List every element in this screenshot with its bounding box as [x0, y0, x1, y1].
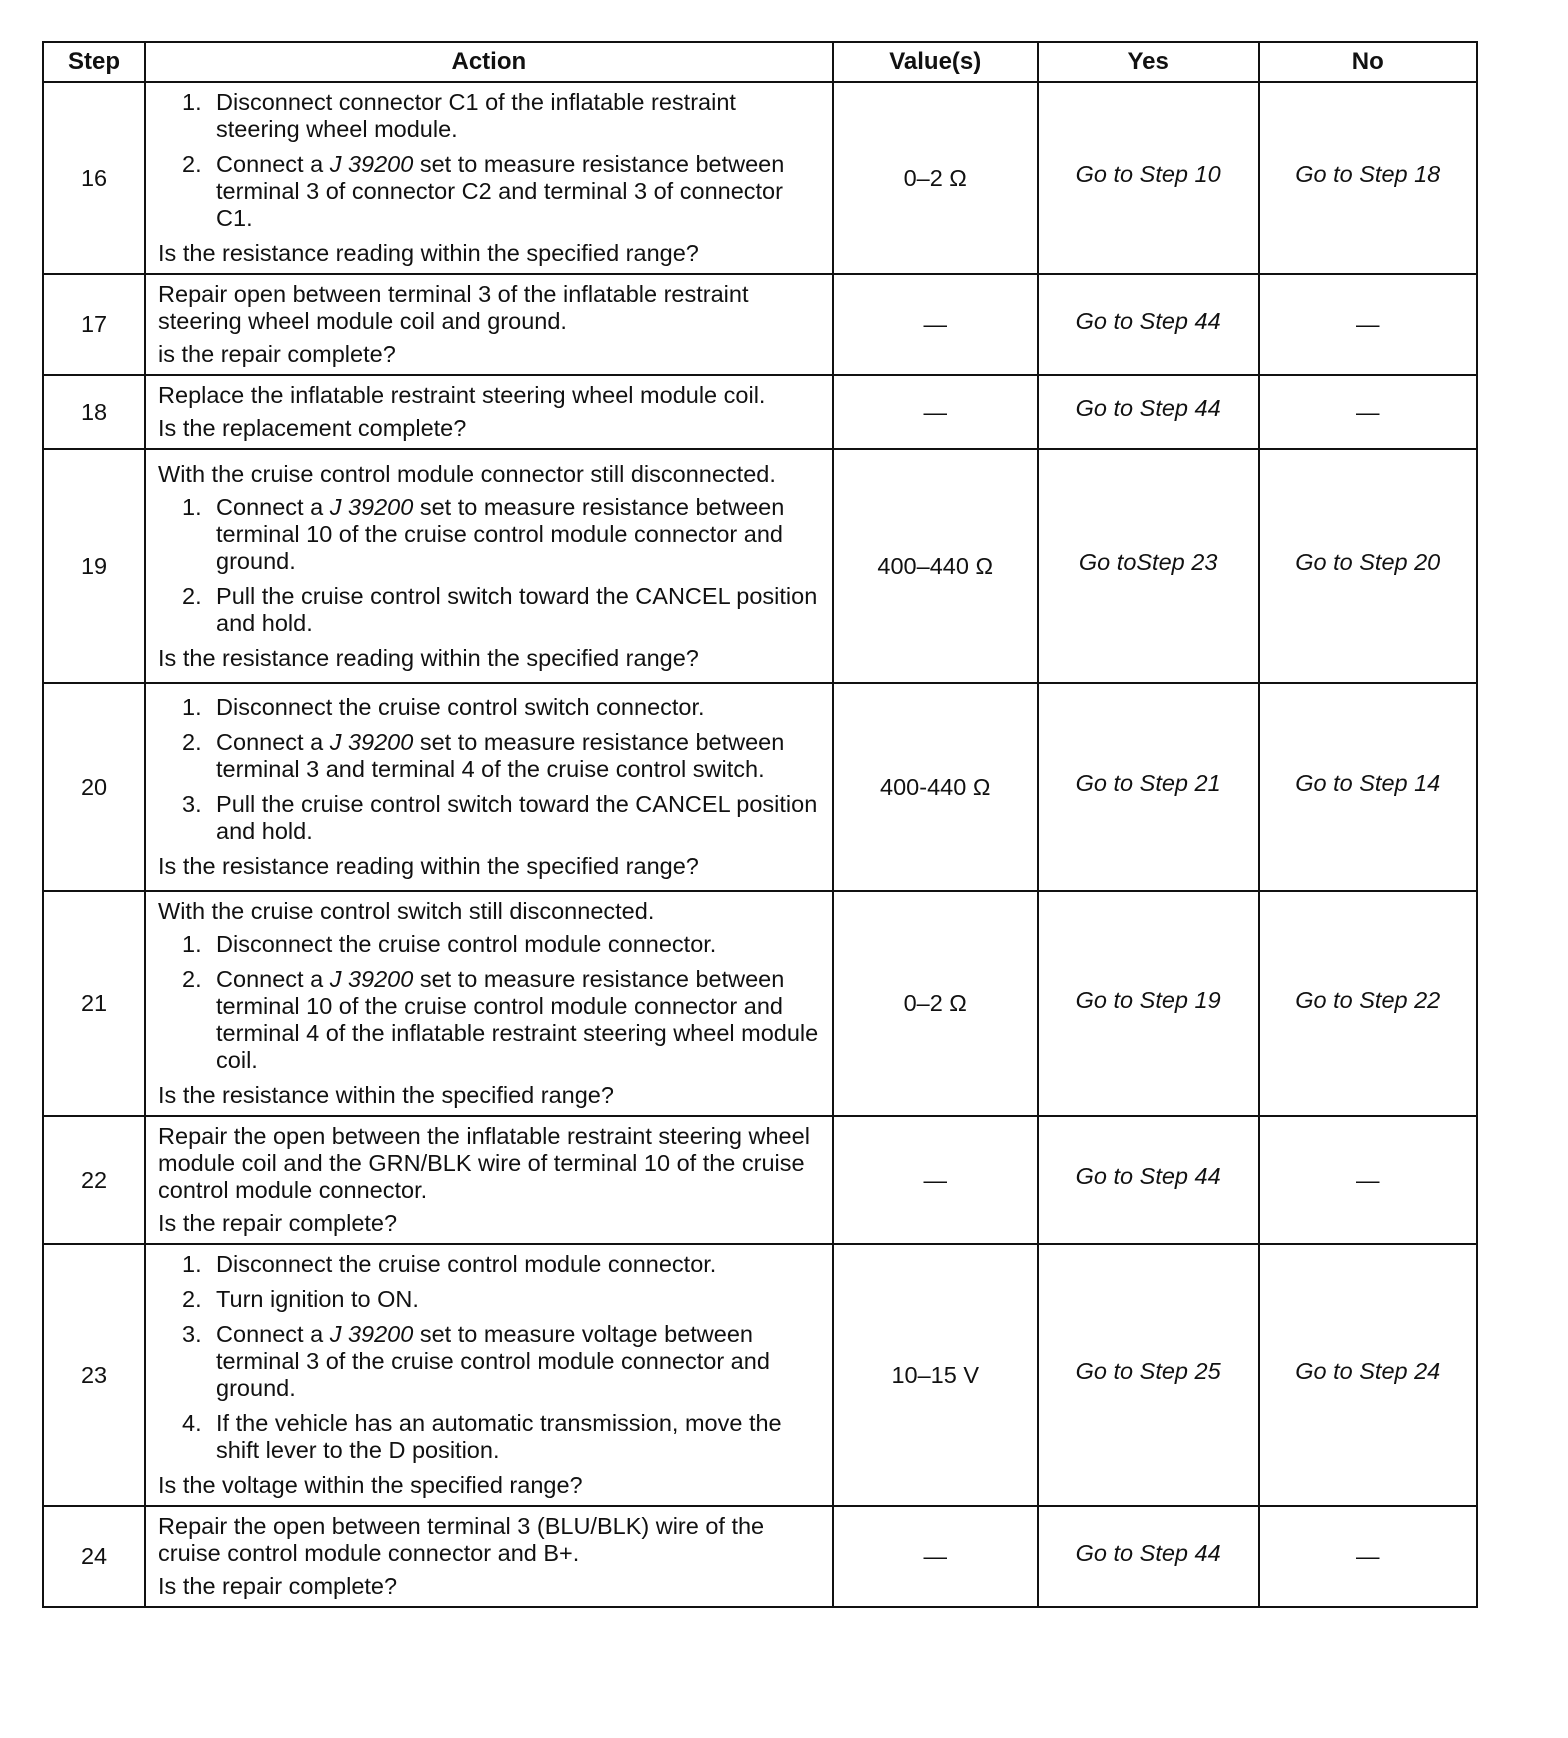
action-intro: Replace the inflatable restraint steering wheel module coil. [158, 382, 766, 408]
action-step [158, 583, 822, 637]
table-row [43, 1506, 1477, 1607]
action-step-text: Connect a [216, 493, 330, 520]
action-step [158, 1410, 822, 1464]
table-row [43, 891, 1477, 1116]
no-cell: — [1259, 375, 1478, 449]
action-step-text: If the vehicle has an automatic transmission, move the shift lever to the D position. [216, 1410, 782, 1463]
action-step-text: Disconnect the cruise control module connector. [216, 1251, 717, 1277]
action-intro: With the cruise control switch still disconnected. [158, 898, 655, 924]
value-cell: — [833, 375, 1038, 449]
step-number: 20 [43, 683, 145, 891]
action-step-number: 1. [182, 1251, 202, 1277]
no-cell: Go to Step 22 [1259, 891, 1478, 1116]
action-intro: Repair the open between the inflatable restraint steering wheel module coil and the GRN/BLK wire of terminal 10 of the cruise control module connector. [158, 1123, 810, 1203]
action-step-text-cont: set to measure resistance between terminal 3 and terminal 4 of the cruise control switch. [216, 729, 785, 782]
header-row [43, 42, 1477, 82]
action-step-text: Disconnect the cruise control switch connector. [216, 694, 705, 720]
action-steps [158, 89, 822, 232]
action-step-number: 1. [182, 694, 202, 720]
action-step-number: 3. [182, 1321, 202, 1347]
no-cell: Go to Step 14 [1259, 683, 1478, 891]
action-intro: Repair open between terminal 3 of the inflatable restraint steering wheel module coil and ground. [158, 281, 749, 334]
action-cell [145, 683, 833, 891]
action-cell [145, 1244, 833, 1506]
action-step-text-cont: set to measure resistance between terminal 3 of connector C2 and terminal 3 of connector C1. [216, 151, 785, 231]
value-cell: 400-440 Ω [833, 683, 1038, 891]
value-cell: — [833, 1506, 1038, 1607]
action-step-text: Disconnect the cruise control module connector. [216, 931, 717, 957]
action-question: Is the repair complete? [158, 1210, 398, 1236]
action-step-text: Connect a [216, 151, 330, 177]
action-step-text: Connect a [216, 1321, 330, 1347]
action-cell [145, 449, 833, 683]
action-question: Is the voltage within the specified range? [158, 1472, 583, 1498]
action-question: Is the replacement complete? [158, 415, 467, 441]
diagnostic-table [42, 41, 1478, 1608]
action-step-number: 1. [182, 493, 202, 520]
yes-cell: Go to Step 44 [1038, 274, 1259, 375]
action-intro: With the cruise control module connector still disconnected. [158, 460, 776, 487]
step-number: 24 [43, 1506, 145, 1607]
action-step [158, 966, 822, 1074]
action-step [158, 729, 822, 783]
values-header: Value(s) [833, 42, 1038, 82]
action-step-text: Pull the cruise control switch toward the CANCEL position and hold. [216, 582, 818, 636]
tool-name: J 39200 [329, 1321, 414, 1347]
yes-header: Yes [1038, 42, 1259, 82]
step-number: 21 [43, 891, 145, 1116]
no-cell: — [1259, 274, 1478, 375]
value-cell: 400–440 Ω [833, 449, 1038, 683]
action-step-text: Pull the cruise control switch toward the CANCEL position and hold. [216, 791, 818, 844]
no-header: No [1259, 42, 1478, 82]
no-cell: Go to Step 24 [1259, 1244, 1478, 1506]
no-cell: Go to Step 18 [1259, 82, 1478, 274]
step-number: 16 [43, 82, 145, 274]
tool-name: J 39200 [329, 151, 414, 177]
step-number: 17 [43, 274, 145, 375]
action-step-number: 2. [182, 966, 202, 992]
action-step [158, 1321, 822, 1402]
action-question: Is the resistance within the specified range? [158, 1082, 614, 1108]
action-steps [158, 694, 822, 845]
table-row [43, 1116, 1477, 1244]
action-step-number: 1. [182, 89, 202, 115]
action-step-text: Connect a [216, 729, 330, 755]
action-step [158, 1286, 822, 1313]
action-cell [145, 1506, 833, 1607]
action-question: Is the resistance reading within the specified range? [158, 644, 699, 671]
table-row [43, 82, 1477, 274]
no-cell: Go to Step 20 [1259, 449, 1478, 683]
tool-name: J 39200 [329, 493, 414, 520]
table-row [43, 449, 1477, 683]
action-cell [145, 1116, 833, 1244]
step-header: Step [43, 42, 145, 82]
action-step-text: Connect a [216, 966, 330, 992]
action-step-text-cont: set to measure resistance between terminal 10 of the cruise control module connector and terminal 4 of the inflatable restraint steering wheel module coil. [216, 966, 819, 1073]
action-step-number: 2. [182, 1286, 202, 1312]
yes-cell: Go to Step 21 [1038, 683, 1259, 891]
table-body [43, 82, 1477, 1607]
action-steps [158, 931, 822, 1074]
action-step [158, 1251, 822, 1278]
action-step [158, 694, 822, 721]
yes-cell: Go to Step 44 [1038, 1506, 1259, 1607]
table-row [43, 683, 1477, 891]
yes-cell: Go toStep 23 [1038, 449, 1259, 683]
action-step-number: 2. [182, 151, 202, 177]
yes-cell: Go to Step 44 [1038, 1116, 1259, 1244]
action-step [158, 89, 822, 143]
action-steps [158, 1251, 822, 1464]
table-row [43, 1244, 1477, 1506]
yes-cell: Go to Step 25 [1038, 1244, 1259, 1506]
action-cell [145, 891, 833, 1116]
action-question: is the repair complete? [158, 341, 396, 367]
action-step-text: Turn ignition to ON. [216, 1286, 419, 1312]
action-step-number: 3. [182, 791, 202, 817]
action-question: Is the resistance reading within the specified range? [158, 240, 699, 266]
action-question: Is the resistance reading within the specified range? [158, 853, 699, 879]
table-row [43, 375, 1477, 449]
no-cell: — [1259, 1116, 1478, 1244]
yes-cell: Go to Step 19 [1038, 891, 1259, 1116]
no-cell: — [1259, 1506, 1478, 1607]
value-cell: 0–2 Ω [833, 82, 1038, 274]
step-number: 23 [43, 1244, 145, 1506]
action-cell [145, 274, 833, 375]
value-cell: — [833, 1116, 1038, 1244]
value-cell: — [833, 274, 1038, 375]
action-step [158, 494, 822, 575]
value-cell: 0–2 Ω [833, 891, 1038, 1116]
action-steps [158, 494, 822, 637]
tool-name: J 39200 [329, 966, 414, 992]
tool-name: J 39200 [329, 729, 414, 755]
action-step-number: 2. [182, 582, 202, 609]
action-step-number: 2. [182, 729, 202, 755]
action-step [158, 791, 822, 845]
action-step-text-cont: set to measure resistance between terminal 10 of the cruise control module connector and ground. [216, 493, 785, 574]
yes-cell: Go to Step 10 [1038, 82, 1259, 274]
action-step-text: Disconnect connector C1 of the inflatable restraint steering wheel module. [216, 89, 736, 142]
yes-cell: Go to Step 44 [1038, 375, 1259, 449]
action-step-number: 1. [182, 931, 202, 957]
action-cell [145, 375, 833, 449]
step-number: 19 [43, 449, 145, 683]
step-number: 22 [43, 1116, 145, 1244]
action-step [158, 151, 822, 232]
value-cell: 10–15 V [833, 1244, 1038, 1506]
action-cell [145, 82, 833, 274]
action-question: Is the repair complete? [158, 1573, 398, 1599]
action-step [158, 931, 822, 958]
step-number: 18 [43, 375, 145, 449]
action-step-text-cont: set to measure voltage between terminal 3 of the cruise control module connector and ground. [216, 1321, 770, 1401]
table-row [43, 274, 1477, 375]
action-header: Action [145, 42, 833, 82]
action-step-number: 4. [182, 1410, 202, 1436]
action-intro: Repair the open between terminal 3 (BLU/BLK) wire of the cruise control module connector and B+. [158, 1513, 765, 1566]
